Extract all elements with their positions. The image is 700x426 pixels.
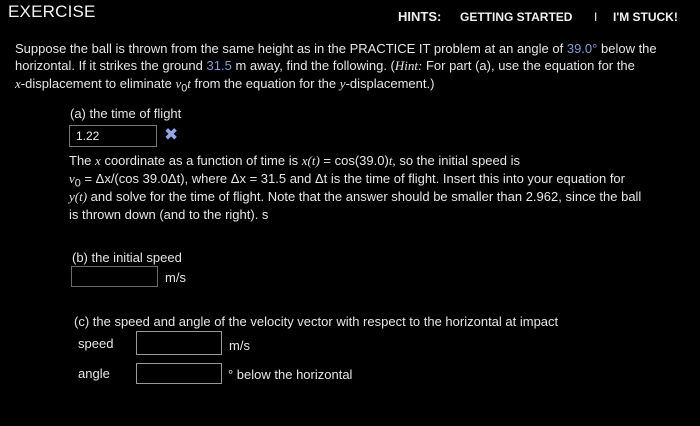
hint-separator: I <box>594 10 598 24</box>
im-stuck-link[interactable]: I'M STUCK! <box>613 10 678 24</box>
problem-line-1-text: Suppose the ball is thrown from the same height as in the PRACTICE IT problem at an angle of <box>15 41 564 56</box>
problem-line-1-end: below the <box>600 41 657 56</box>
feedback-x-of-t: x(t) <box>301 153 320 168</box>
part-a-label: (a) the time of flight <box>70 106 182 121</box>
x-variable: x <box>15 76 21 91</box>
initial-speed-input[interactable] <box>71 266 158 287</box>
feedback-line-3 <box>69 189 641 205</box>
problem-line-3 <box>15 76 434 95</box>
speed-label: speed <box>78 336 114 351</box>
getting-started-link[interactable]: GETTING STARTED <box>460 10 573 24</box>
distance-value: 31.5 <box>206 58 232 73</box>
t-variable: t <box>187 76 191 91</box>
angle-label: angle <box>78 366 110 381</box>
feedback-x: x <box>95 153 101 168</box>
impact-speed-unit: m/s <box>229 338 250 353</box>
part-c-label: (c) the speed and angle of the velocity vector with respect to the horizontal at impact <box>74 314 559 329</box>
impact-speed-input[interactable] <box>136 331 222 355</box>
feedback-1-eq: = cos(39.0) <box>323 153 389 168</box>
feedback-t: t, <box>388 153 396 168</box>
impact-angle-input[interactable] <box>136 363 222 384</box>
part-b-label: (b) the initial speed <box>72 250 182 265</box>
v-variable: v <box>175 76 182 91</box>
feedback-v-subscript: 0 <box>74 177 81 190</box>
problem-line-1 <box>15 41 657 56</box>
feedback-line-1 <box>69 153 520 169</box>
problem-line-3-a: -displacement to eliminate <box>20 76 172 91</box>
v-subscript: 0 <box>181 82 188 95</box>
angle-value: 39.0° <box>566 41 598 56</box>
hints-label: HINTS: <box>398 9 442 24</box>
problem-line-2 <box>15 58 635 74</box>
problem-line-3-post: from the equation for the <box>194 76 337 91</box>
time-of-flight-value: 1.22 <box>76 129 100 143</box>
incorrect-icon: ✖ <box>164 125 179 144</box>
feedback-y-of-t: y(t) <box>69 189 88 204</box>
initial-speed-unit: m/s <box>165 270 186 285</box>
problem-line-3-end: -displacement.) <box>345 76 435 91</box>
exercise-title: EXERCISE <box>8 2 96 21</box>
problem-line-2-text: horizontal. If it strikes the ground <box>15 58 203 73</box>
feedback-1-pre: The <box>69 153 92 168</box>
feedback-1-post: so the initial speed is <box>399 153 520 168</box>
y-variable: y <box>339 76 346 91</box>
hint-label: Hint: <box>394 58 423 73</box>
feedback-3-text: and solve for the time of flight. Note that the answer should be smaller than 2.962, since the ball <box>90 189 642 204</box>
problem-line-2-mid: m away, find the following. ( <box>235 58 395 73</box>
feedback-2-text: = Δx/(cos 39.0Δt), where Δx = 31.5 and Δt is the time of flight. Insert this into your equation for <box>84 171 625 186</box>
feedback-1-mid: coordinate as a function of time is <box>104 153 299 168</box>
feedback-line-4: is thrown down (and to the right). s <box>69 207 269 222</box>
feedback-line-2 <box>69 171 625 190</box>
feedback-v: v <box>69 171 75 186</box>
problem-line-2-end: For part (a), use the equation for the <box>425 58 635 73</box>
impact-angle-unit: ° below the horizontal <box>228 367 353 382</box>
